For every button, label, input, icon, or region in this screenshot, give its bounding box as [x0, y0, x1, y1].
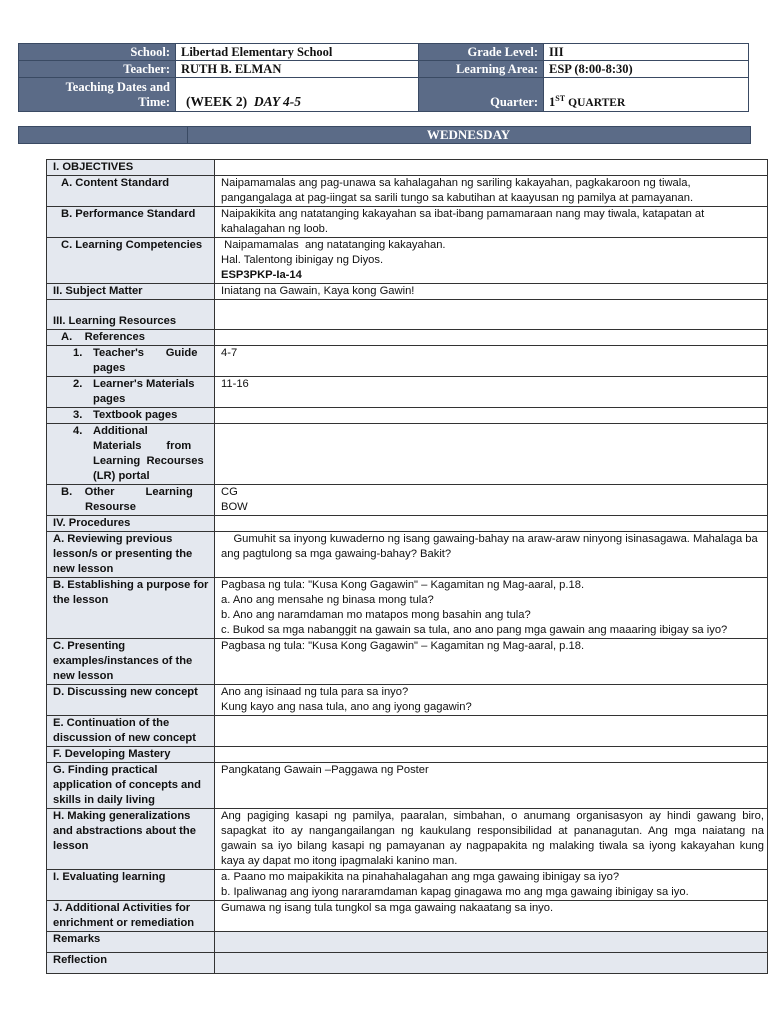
other-resources-value: CG BOW	[215, 485, 768, 516]
subject-matter-value: Iniatang na Gawain, Kaya kong Gawin!	[215, 284, 768, 300]
content-standard-label: A. Content Standard	[47, 176, 215, 207]
subject-matter-label: II. Subject Matter	[47, 284, 215, 300]
day-title: WEDNESDAY	[426, 127, 511, 142]
procedure-h-value: Ang pagiging kasapi ng pamilya, paaralan, simbahan, o anumang organisasyon ay hindi gawang biro, sapagkat ito ay nangangailangan ng kaukulang responsibilidad at pananagutan. Ang mga naiatang na gawain sa iyo bilang kasapi ng pamayanan ay nagpapakita ng malaking tiwala sa iyong kakayahan kung kaya ay dapat mo itong ipagmalaki kanino man.	[215, 809, 768, 870]
learning-competencies-value: Naipamamalas ang natatanging kakayahan. Hal. Talentong ibinigay ng Diyos. ESP3PKP-Ia-14	[215, 238, 768, 284]
teaching-dates-value: (WEEK 2) DAY 4-5	[176, 78, 419, 112]
procedure-b-value: Pagbasa ng tula: "Kusa Kong Gagawin" – Kagamitan ng Mag-aaral, p.18. a. Ano ang mensahe ng binasa mong tula? b. Ano ang naramdaman mo matapos mong basahin ang tula? c. Bukod sa mga nabanggit na gawain sa tula, ano ano pang mga gawain ang maaaring ibigay sa iyo?	[215, 578, 768, 639]
teaching-dates-label: Teaching Dates and Time:	[19, 78, 176, 112]
quarter-label: Quarter:	[419, 78, 544, 112]
teacher-label: Teacher:	[19, 61, 176, 78]
header-table	[18, 43, 749, 112]
procedure-c-label: C. Presenting examples/instances of the new lesson	[47, 639, 215, 685]
teachers-guide-value: 4-7	[215, 346, 768, 377]
procedure-i-label: I. Evaluating learning	[47, 870, 215, 901]
remarks-value	[215, 932, 768, 953]
additional-materials-label: 4. Additional Materials from Learning Recourses (LR) portal	[47, 424, 215, 485]
reflection-value	[215, 953, 768, 974]
procedures-heading: IV. Procedures	[47, 516, 215, 532]
procedure-f-label: F. Developing Mastery	[47, 747, 215, 763]
school-value: Libertad Elementary School	[176, 44, 419, 61]
teachers-guide-label: 1. Teacher's Guide pages	[47, 346, 215, 377]
school-label: School:	[19, 44, 176, 61]
learning-resources-heading: III. Learning Resources	[47, 300, 215, 330]
performance-standard-label: B. Performance Standard	[47, 207, 215, 238]
learning-competencies-label: C. Learning Competencies	[47, 238, 215, 284]
procedure-i-value: a. Paano mo maipakikita na pinahahalagahan ang mga gawaing ibinigay sa iyo? b. Ipaliwanag ang iyong nararamdaman kapag ginagawa mo ang mga gawaing ibinigay sa iyo.	[215, 870, 768, 901]
procedure-h-label: H. Making generalizations and abstractions about the lesson	[47, 809, 215, 870]
learners-materials-label: 2. Learner's Materials pages	[47, 377, 215, 408]
grade-level-value: III	[544, 44, 749, 61]
procedure-j-value: Gumawa ng isang tula tungkol sa mga gawaing nakaatang sa inyo.	[215, 901, 768, 932]
learning-area-label: Learning Area:	[419, 61, 544, 78]
lesson-plan-table	[46, 159, 768, 974]
day-banner	[18, 126, 751, 144]
textbook-pages-label: 3. Textbook pages	[47, 408, 215, 424]
reflection-label: Reflection	[47, 953, 215, 974]
procedure-b-label: B. Establishing a purpose for the lesson	[47, 578, 215, 639]
procedure-g-value: Pangkatang Gawain –Paggawa ng Poster	[215, 763, 768, 809]
other-resources-label: B. Other Learning Resourse	[47, 485, 215, 516]
content-standard-value: Naipamamalas ang pag-unawa sa kahalagahan ng sariling kakayahan, pagkakaroon ng tiwala, pangangalaga at pag-iingat sa sarili tungo sa kabutihan at kaayusan ng pamilya at pamayanan.	[215, 176, 768, 207]
procedure-a-label: A. Reviewing previous lesson/s or presenting the new lesson	[47, 532, 215, 578]
remarks-label: Remarks	[47, 932, 215, 953]
quarter-value: 1ST QUARTER	[544, 78, 749, 112]
performance-standard-value: Naipakikita ang natatanging kakayahan sa ibat-ibang pamamaraan nang may tiwala, katapatan at kahalagahan ng loob.	[215, 207, 768, 238]
procedure-g-label: G. Finding practical application of concepts and skills in daily living	[47, 763, 215, 809]
procedure-d-value: Ano ang isinaad ng tula para sa inyo? Kung kayo ang nasa tula, ano ang iyong gagawin?	[215, 685, 768, 716]
teacher-value: RUTH B. ELMAN	[176, 61, 419, 78]
procedure-e-label: E. Continuation of the discussion of new concept	[47, 716, 215, 747]
procedure-a-value: Gumuhit sa inyong kuwaderno ng isang gawaing-bahay na araw-araw ninyong isinasagawa. Mahalaga ba ang pagtulong sa mga gawaing-bahay? Bakit?	[215, 532, 768, 578]
objectives-heading: I. OBJECTIVES	[47, 160, 215, 176]
procedure-c-value: Pagbasa ng tula: "Kusa Kong Gagawin" – Kagamitan ng Mag-aaral, p.18.	[215, 639, 768, 685]
procedure-j-label: J. Additional Activities for enrichment or remediation	[47, 901, 215, 932]
learners-materials-value: 11-16	[215, 377, 768, 408]
learning-area-value: ESP (8:00-8:30)	[544, 61, 749, 78]
procedure-d-label: D. Discussing new concept	[47, 685, 215, 716]
grade-level-label: Grade Level:	[419, 44, 544, 61]
references-label: A. References	[47, 330, 215, 346]
